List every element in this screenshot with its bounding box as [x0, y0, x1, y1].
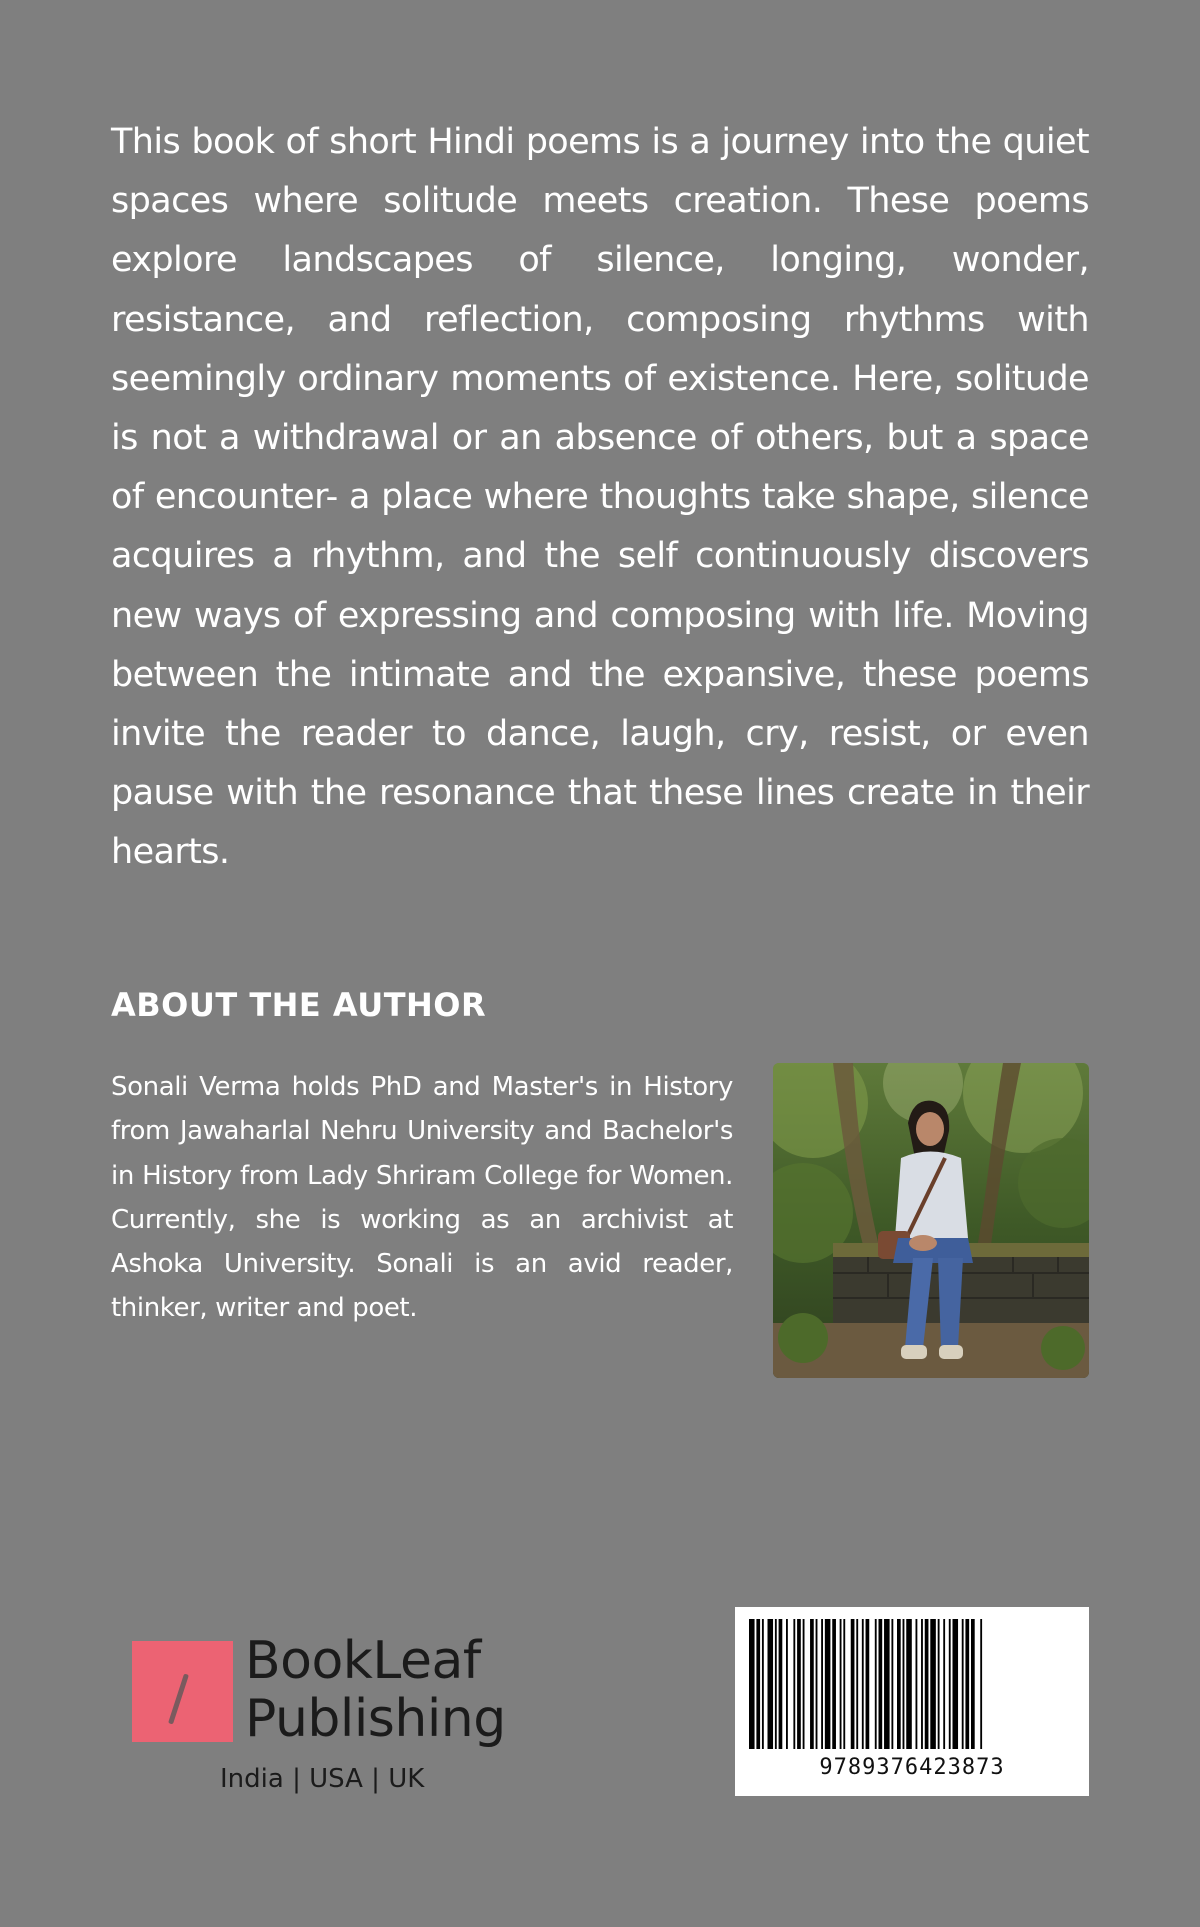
book-blurb: This book of short Hindi poems is a journey into the quiet spaces where solitude meets creation. These poems explore landscapes of silence, longing, wonder, resistance, and reflection, composing rhythms with seemingly ordinary moments of existence. Here, solitude is not a withdrawal or an absence of others, but a space of encounter- a place where thoughts take shape, silence acquires a rhythm, and the self continuously discovers new ways of expressing and composing with life. Moving between the intimate and the expansive, these poems invite the reader to dance, laugh, cry, resist, or even pause with the resonance that these lines create in their hearts.	[111, 122, 1089, 873]
about-author-heading: ABOUT THE AUTHOR	[111, 986, 487, 1024]
about-author-text: Sonali Verma holds PhD and Master's in History from Jawaharlal Nehru University and Bachelor's in History from Lady Shriram College for Women. Currently, she is working as an archivist at Ashoka University. Sonali is an avid reader, thinker, writer and poet.	[111, 1072, 733, 1324]
barcode-bar	[840, 1619, 842, 1749]
barcode-bar	[965, 1619, 969, 1749]
barcode-bar	[921, 1619, 923, 1749]
barcode-bar	[916, 1619, 918, 1749]
barcode-bar	[903, 1619, 905, 1749]
isbn-barcode	[735, 1607, 1089, 1796]
barcode-bar	[775, 1619, 777, 1749]
barcode-bar	[884, 1619, 890, 1749]
author-photo	[773, 1063, 1089, 1378]
barcode-bar	[851, 1619, 855, 1749]
barcode-bar	[971, 1619, 975, 1749]
barcode-bar	[930, 1619, 936, 1749]
publisher-name	[245, 1632, 506, 1748]
barcode-bar	[862, 1619, 864, 1749]
barcode-bar	[879, 1619, 883, 1749]
barcode-bar	[953, 1619, 959, 1749]
barcode-bar	[762, 1619, 764, 1749]
barcode-bar	[875, 1619, 877, 1749]
publisher-logo	[132, 1631, 532, 1795]
logo-square-icon	[132, 1641, 233, 1742]
isbn-number: 9789376423873	[819, 1755, 1005, 1780]
barcode-bar	[797, 1619, 801, 1749]
barcode-bar	[816, 1619, 818, 1749]
publisher-name-line2: Publishing	[245, 1689, 506, 1749]
barcode-bar	[779, 1619, 783, 1749]
barcode-bar	[906, 1619, 912, 1749]
barcode-bar	[786, 1619, 788, 1749]
barcode-bar	[756, 1619, 760, 1749]
barcode-bars-icon	[735, 1607, 1089, 1757]
barcode-bar	[810, 1619, 814, 1749]
barcode-bar	[897, 1619, 901, 1749]
barcode-bar	[925, 1619, 929, 1749]
barcode-bar	[943, 1619, 945, 1749]
barcode-bar	[980, 1619, 982, 1749]
barcode-bar	[891, 1619, 893, 1749]
barcode-bar	[749, 1619, 755, 1749]
barcode-bar	[962, 1619, 964, 1749]
barcode-bar	[768, 1619, 774, 1749]
barcode-bar	[856, 1619, 858, 1749]
publisher-name-line1: BookLeaf	[245, 1631, 481, 1691]
barcode-bar	[843, 1619, 845, 1749]
logo-slash-icon	[168, 1674, 189, 1725]
barcode-bar	[949, 1619, 951, 1749]
barcode-bar	[803, 1619, 805, 1749]
barcode-bar	[825, 1619, 831, 1749]
barcode-bar	[793, 1619, 795, 1749]
publisher-regions: India | USA | UK	[220, 1764, 425, 1794]
barcode-bar	[866, 1619, 870, 1749]
barcode-bar	[821, 1619, 823, 1749]
barcode-bar	[938, 1619, 940, 1749]
barcode-bar	[832, 1619, 836, 1749]
